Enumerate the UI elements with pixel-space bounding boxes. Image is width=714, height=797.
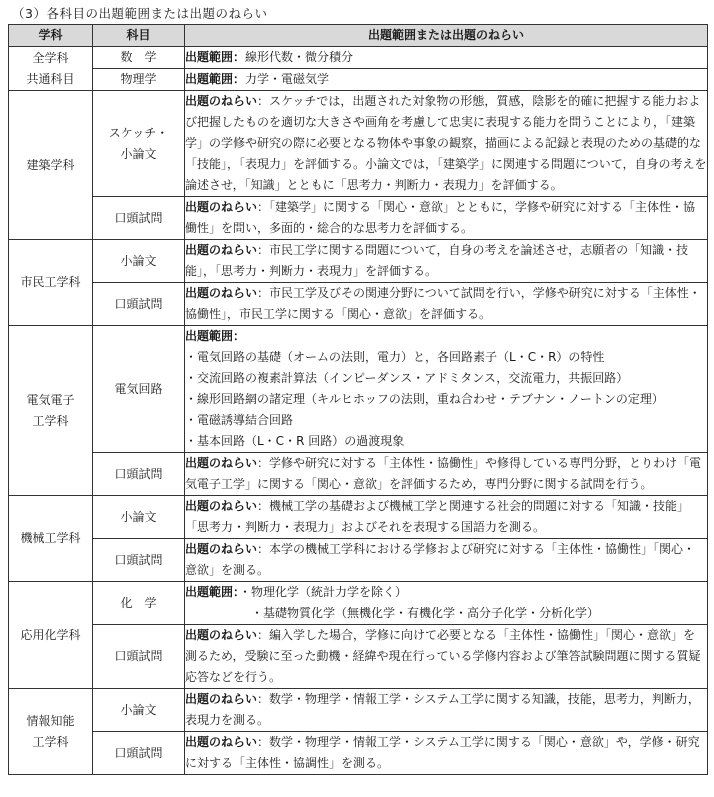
aim-label: 出題のねらい [185,499,258,513]
table-row [9,453,708,496]
dept-label: 電気電子 [26,392,75,407]
aim-label: 出題範囲： [185,329,246,343]
dept-label: 工学科 [32,734,69,749]
subject-cell: 物理学 [93,69,185,91]
aim-cell [185,496,708,539]
aim-cell [185,283,708,326]
table-row [9,496,708,539]
subject-cell: 小論文 [93,689,185,732]
aim-label: 出題のねらい [185,286,258,300]
subject-cell: 口頭試問 [93,732,185,775]
aim-cell [185,539,708,582]
exam-subjects-table [8,24,708,775]
aim-text: 力学・電磁気学 [245,72,330,86]
header-subject: 科目 [93,25,185,47]
aim-cell [185,689,708,732]
table-row [9,47,708,69]
section-caption: （3）各科目の出題範囲または出題のねらい [12,6,268,21]
aim-label: 出題のねらい [185,735,258,749]
aim-label: 出題範囲： [185,72,246,86]
aim-cell [185,91,708,197]
aim-text: ：数学・物理学・情報工学・システム工学に関する知識，技能，思考力，判断力，表現力を測る。 [185,692,700,727]
aim-label: 出題のねらい [185,456,258,470]
subject-cell: 小論文 [93,496,185,539]
subject-cell: 口頭試問 [93,625,185,689]
list-item: ・交流回路の複素計算法（インピーダンス・アドミタンス，交流電力，共振回路） [185,371,629,385]
aim-text: ：本学の機械工学科における学修および研究に対する「主体性・協働性」「関心・意欲」を測る。 [185,542,696,577]
subject-cell: 化 学 [93,582,185,625]
list-item: ・基本回路（L・C・R 回路）の過渡現象 [185,434,405,448]
subject-cell: 電気回路 [93,326,185,453]
subject-label: スケッチ・ [108,125,169,140]
table-row [9,732,708,775]
subject-label: 小論文 [120,146,157,161]
dept-label: 全学科 [32,50,69,65]
header-aim: 出題範囲または出題のねらい [185,25,708,47]
table-row [9,69,708,91]
aim-text: ：「建築学」に関する「関心・意欲」とともに，学修や研究に対する「主体性・協働性」を問い，多面的・総合的な思考力を評価する。 [185,200,696,235]
dept-cell-informatics [9,689,93,775]
aim-cell [185,69,708,91]
dept-cell-civil: 市民工学科 [9,240,93,326]
aim-label: 出題のねらい [185,94,258,108]
table-row [9,582,708,625]
dept-cell-mechanical: 機械工学科 [9,496,93,582]
subject-cell [93,91,185,197]
aim-label: 出題のねらい [185,243,258,257]
dept-cell-electrical [9,326,93,496]
aim-text: ：数学・物理学・情報工学・システム工学に関する「関心・意欲」や，学修・研究に対する「主体性・協調性」を測る。 [185,735,700,770]
table-row [9,625,708,689]
aim-text: ：市民工学及びその関連分野について試問を行い，学修や研究に対する「主体性・協働性」，市民工学に関する「関心・意欲」を評価する。 [185,286,701,321]
aim-text: ：市民工学に関する問題について，自身の考えを論述させ，志願者の「知識・技能」，「思考力・判断力・表現力」を評価する。 [185,243,689,278]
dept-cell-chemistry: 応用化学科 [9,582,93,689]
subject-cell: 口頭試問 [93,539,185,582]
table-row [9,240,708,283]
subject-cell: 口頭試問 [93,453,185,496]
aim-text: ：編入学した場合，学修に向けて必要となる「主体性・協働性」「関心・意欲」を測るため，受験に至った動機・経緯や現在行っている学修内容および筆答試験問題に関する質疑応答などを行う。 [185,628,701,684]
aim-cell [185,625,708,689]
aim-text: ：学修や研究に対する「主体性・協働性」や修得している専門分野，とりわけ「電気電子工学」に関する「関心・意欲」を評価するため，専門分野に関する試問を行う。 [185,456,702,491]
aim-label: 出題のねらい [185,200,258,214]
list-item: ・線形回路網の諸定理（キルヒホッフの法則，重ね合わせ・テブナン・ノートンの定理） [185,392,664,406]
aim-text: ：機械工学の基礎および機械工学と関連する社会的問題に対する「知識・技能」「思考力・判断力・表現力」およびそれを表現する国語力を測る。 [185,499,690,534]
aim-label: 出題のねらい [185,628,258,642]
subject-cell: 口頭試問 [93,197,185,240]
dept-cell-common [9,47,93,91]
aim-label: 出題範囲： [185,50,246,64]
aim-cell [185,582,708,625]
list-item: ・電磁誘導結合回路 [185,413,294,427]
table-header-row [9,25,708,47]
aim-cell [185,47,708,69]
aim-label: 出題範囲： [185,585,240,599]
aim-label: 出題のねらい [185,692,258,706]
subject-cell: 口頭試問 [93,283,185,326]
dept-label: 情報知能 [26,713,75,728]
aim-cell [185,197,708,240]
aim-cell [185,453,708,496]
table-row [9,283,708,326]
aim-cell [185,326,708,453]
aim-text: 線形代数・微分積分 [245,50,354,64]
table-row [9,539,708,582]
scope-item: ・物理化学（統計力学を除く） [239,585,408,599]
subject-cell: 小論文 [93,240,185,283]
aim-cell [185,732,708,775]
table-row [9,91,708,197]
table-row [9,326,708,453]
dept-label: 共通科目 [26,71,75,86]
scope-item: ・基礎物質化学（無機化学・有機化学・高分子化学・分析化学） [251,606,600,620]
dept-cell-architecture: 建築学科 [9,91,93,240]
aim-cell [185,240,708,283]
list-item: ・電気回路の基礎（オームの法則，電力）と，各回路素子（L・C・R）の特性 [185,350,605,364]
scope-list [185,347,707,452]
dept-label: 工学科 [32,413,69,428]
table-row [9,689,708,732]
subject-cell: 数 学 [93,47,185,69]
table-row [9,197,708,240]
aim-label: 出題のねらい [185,542,258,556]
header-dept: 学科 [9,25,93,47]
aim-text: ：スケッチでは，出題された対象物の形態，質感，陰影を的確に把握する能力および把握したものを適切な大きさや画角を考慮して忠実に表現する能力を問うことにより，「建築学」の学修や研究の際に必要となる物体や事象の観察，描画による記録と表現のための基礎的な「技能」，「表現力」を評価する。小論文では，「建築学」に関連する問題について，自身の考えを論述させ，「知識」とともに「思考力・判断力・表現力」を評価する。 [185,94,707,192]
